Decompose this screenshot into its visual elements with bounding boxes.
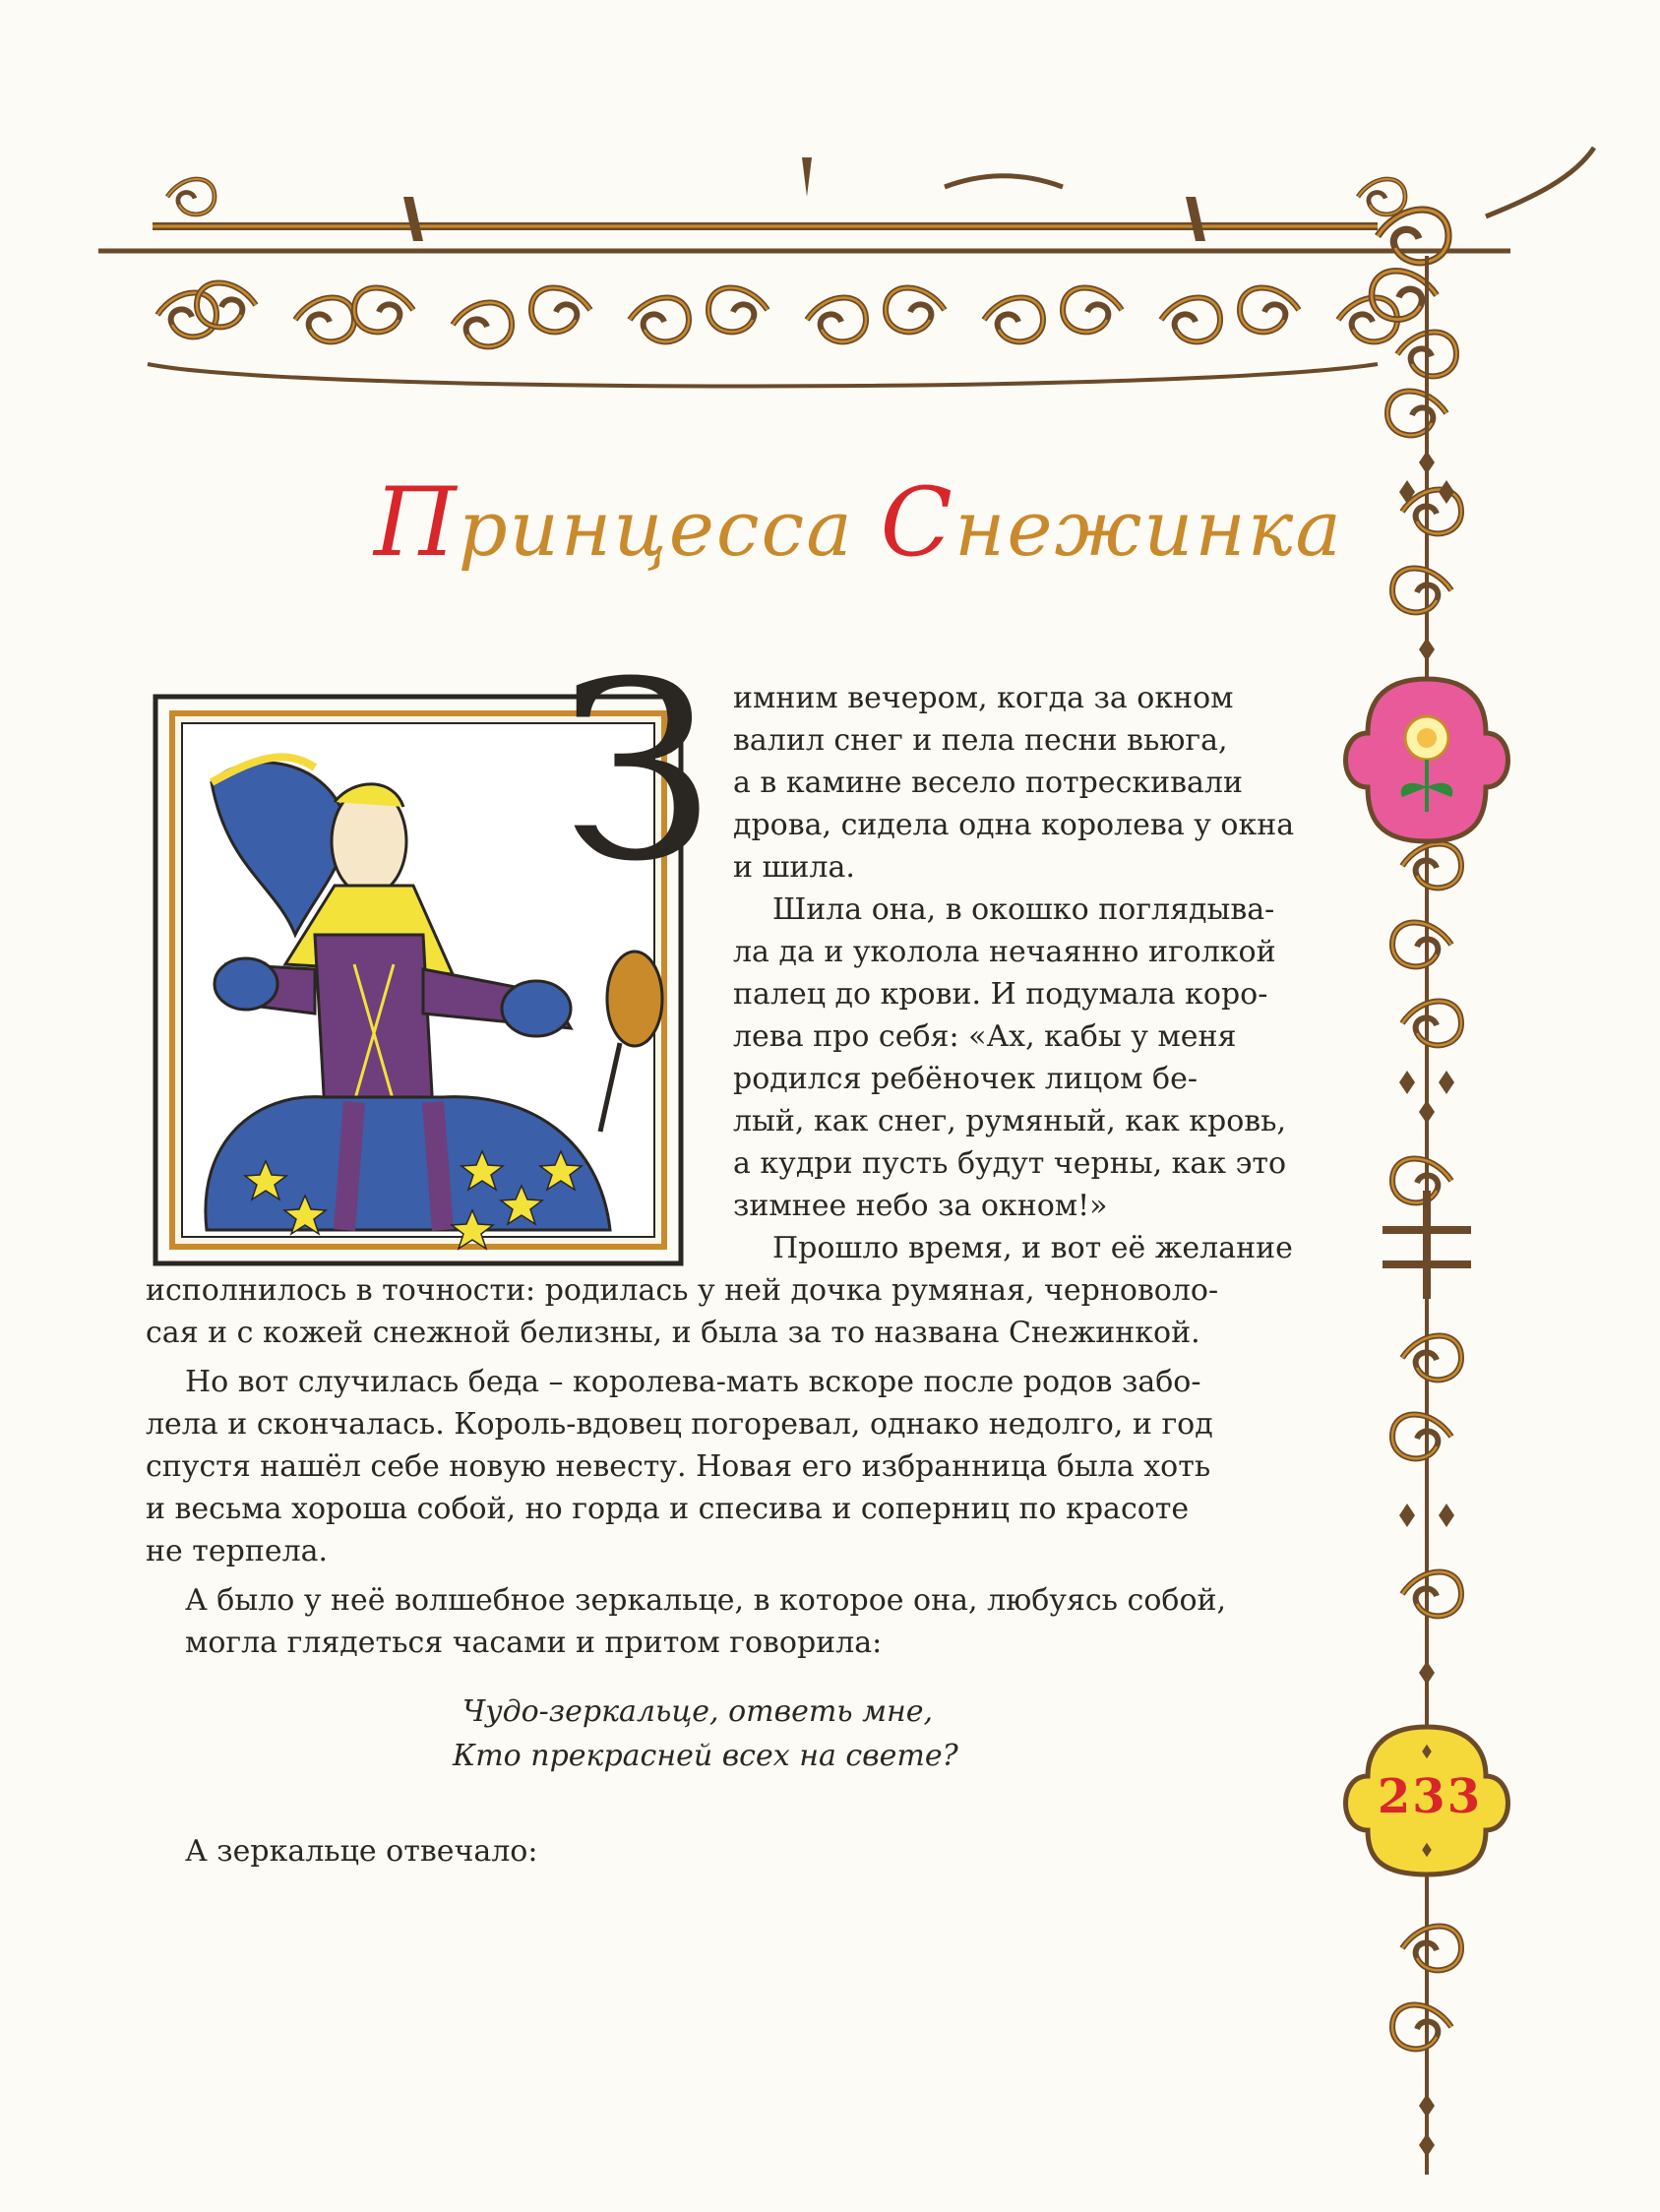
text-line: сая и с кожей снежной белизны, и была за то названа Снежинкой.	[146, 1316, 1200, 1350]
flower-medallion	[1346, 679, 1508, 841]
text-line: лый, как снег, румяный, как кровь,	[733, 1104, 1287, 1138]
text-line: Шила она, в окошко поглядыва-	[772, 892, 1275, 927]
text-line: лела и скончалась. Король-вдовец погоревал, однако недолго, и год	[146, 1407, 1213, 1442]
text-line: и весьма хороша собой, но горда и спесива и соперниц по красоте	[146, 1492, 1190, 1526]
text-line: зимнее небо за окном!»	[733, 1189, 1108, 1223]
text-line: могла глядеться часами и притом говорила:	[185, 1626, 883, 1660]
text-line: спустя нашёл себе новую невесту. Новая его избранница была хоть	[146, 1449, 1211, 1484]
text-line: дрова, сидела одна королева у окна	[733, 808, 1295, 842]
text-line: родился ребёночек лицом бе-	[733, 1062, 1198, 1096]
text-line: не терпела.	[146, 1534, 329, 1568]
text-line: лева про себя: «Ах, кабы у меня	[733, 1019, 1237, 1054]
closing-line: А зеркальце отвечало:	[185, 1834, 538, 1869]
text-line: исполнилось в точности: родилась у ней дочка румяная, черноволо-	[146, 1273, 1219, 1308]
text-line: палец до крови. И подумала коро-	[733, 977, 1268, 1012]
title-word-2-rest: нежинка	[953, 485, 1343, 574]
text-line: Но вот случилась беда – королева-мать вскоре после родов забо-	[185, 1365, 1201, 1399]
page-number: 233	[1377, 1769, 1483, 1824]
title-initial-1: П	[374, 467, 459, 578]
text-line: ла да и уколола нечаянно иголкой	[733, 935, 1276, 969]
text-line: Прошло время, и вот её желание	[772, 1231, 1293, 1265]
top-scroll-row	[148, 179, 1405, 387]
verse-line: Кто прекрасней всех на свете?	[453, 1739, 958, 1773]
verse-line: Чудо-зеркальце, ответь мне,	[462, 1694, 934, 1729]
text-line: имним вечером, когда за окном	[733, 681, 1234, 715]
text-line: А было у неё волшебное зеркальце, в которое она, любуясь собой,	[185, 1583, 1227, 1618]
title-initial-2: С	[880, 467, 954, 578]
text-line: а кудри пусть будут черны, как это	[733, 1146, 1287, 1181]
drop-cap-letter: З	[561, 629, 714, 915]
corner-ornament	[1372, 210, 1456, 435]
story-title	[374, 467, 1343, 585]
title-word-1-rest: ринцесса	[458, 485, 881, 574]
text-line: и шила.	[733, 850, 855, 885]
text-line: валил снег и пела песни вьюга,	[733, 723, 1228, 758]
text-line: а в камине весело потрескивали	[733, 766, 1243, 800]
